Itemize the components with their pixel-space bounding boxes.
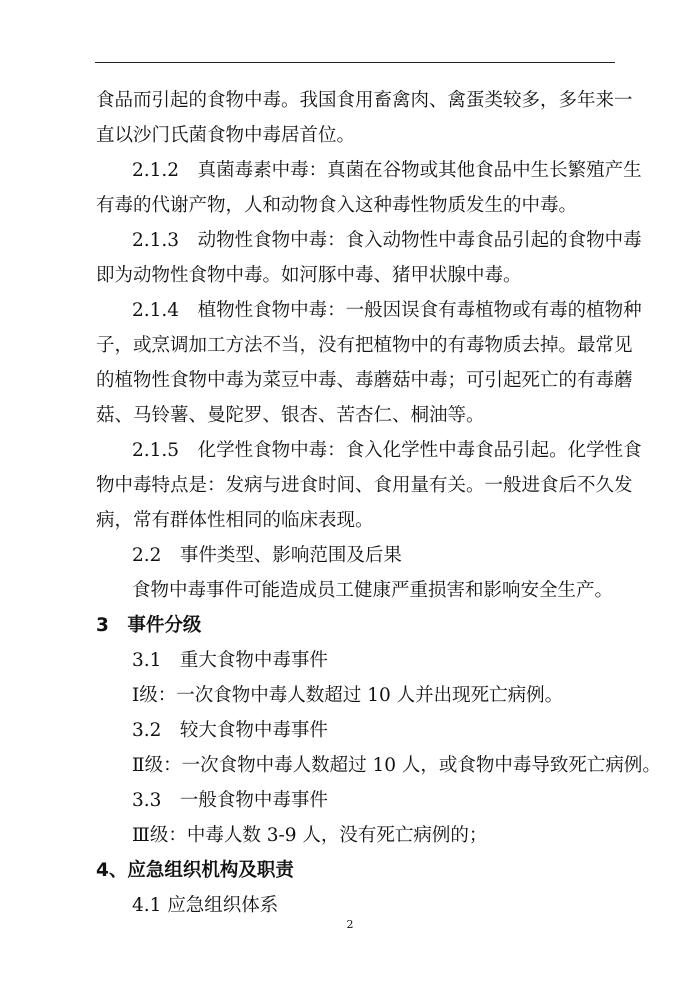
text-line-12: 物中毒特点是：发病与进食时间、食用量有关。一般进食后不久发 xyxy=(96,475,633,496)
text-line-13: 病，常有群体性相同的临床表现。 xyxy=(96,510,374,531)
header-rule xyxy=(95,62,615,63)
text-line-5: 2.1.3 动物性食物中毒：食入动物性中毒食品引起的食物中毒 xyxy=(132,230,642,251)
text-line-level-2: Ⅱ级：一次食物中毒人数超过 10 人，或食物中毒导致死亡病例。 xyxy=(132,755,661,776)
section-heading-4: 4、应急组织机构及职责 xyxy=(96,860,294,881)
text-line-level-1: Ⅰ级：一次食物中毒人数超过 10 人并出现死亡病例。 xyxy=(132,685,564,706)
text-line-10: 菇、马铃薯、曼陀罗、银杏、苦杏仁、桐油等。 xyxy=(96,405,485,426)
text-line-2: 直以沙门氏菌食物中毒居首位。 xyxy=(96,125,356,146)
section-heading-3-2: 3.2 较大食物中毒事件 xyxy=(132,720,328,741)
page-number: 2 xyxy=(346,918,354,931)
section-heading-3-3: 3.3 一般食物中毒事件 xyxy=(132,790,328,811)
section-heading-2-2: 2.2 事件类型、影响范围及后果 xyxy=(132,545,402,566)
text-line-4: 有毒的代谢产物，人和动物食入这种毒性物质发生的中毒。 xyxy=(96,195,578,216)
section-heading-3: 3 事件分级 xyxy=(96,615,202,636)
text-line-8: 子，或烹调加工方法不当，没有把植物中的有毒物质去掉。最常见 xyxy=(96,335,633,356)
section-heading-3-1: 3.1 重大食物中毒事件 xyxy=(132,650,328,671)
text-line-15: 食物中毒事件可能造成员工健康严重损害和影响安全生产。 xyxy=(132,580,614,601)
text-line-3: 2.1.2 真菌毒素中毒：真菌在谷物或其他食品中生长繁殖产生 xyxy=(132,160,642,181)
text-line-7: 2.1.4 植物性食物中毒：一般因误食有毒植物或有毒的植物种 xyxy=(132,300,642,321)
text-line-1: 食品而引起的食物中毒。我国食用畜禽肉、禽蛋类较多，多年来一 xyxy=(96,90,633,111)
text-line-6: 即为动物性食物中毒。如河豚中毒、猪甲状腺中毒。 xyxy=(96,265,522,286)
text-line-level-3: Ⅲ级：中毒人数 3-9 人，没有死亡病例的； xyxy=(132,825,488,846)
text-line-9: 的植物性食物中毒为菜豆中毒、毒蘑菇中毒；可引起死亡的有毒蘑 xyxy=(96,370,633,391)
section-heading-4-1: 4.1 应急组织体系 xyxy=(132,895,279,916)
text-line-11: 2.1.5 化学性食物中毒：食入化学性中毒食品引起。化学性食 xyxy=(132,440,642,461)
